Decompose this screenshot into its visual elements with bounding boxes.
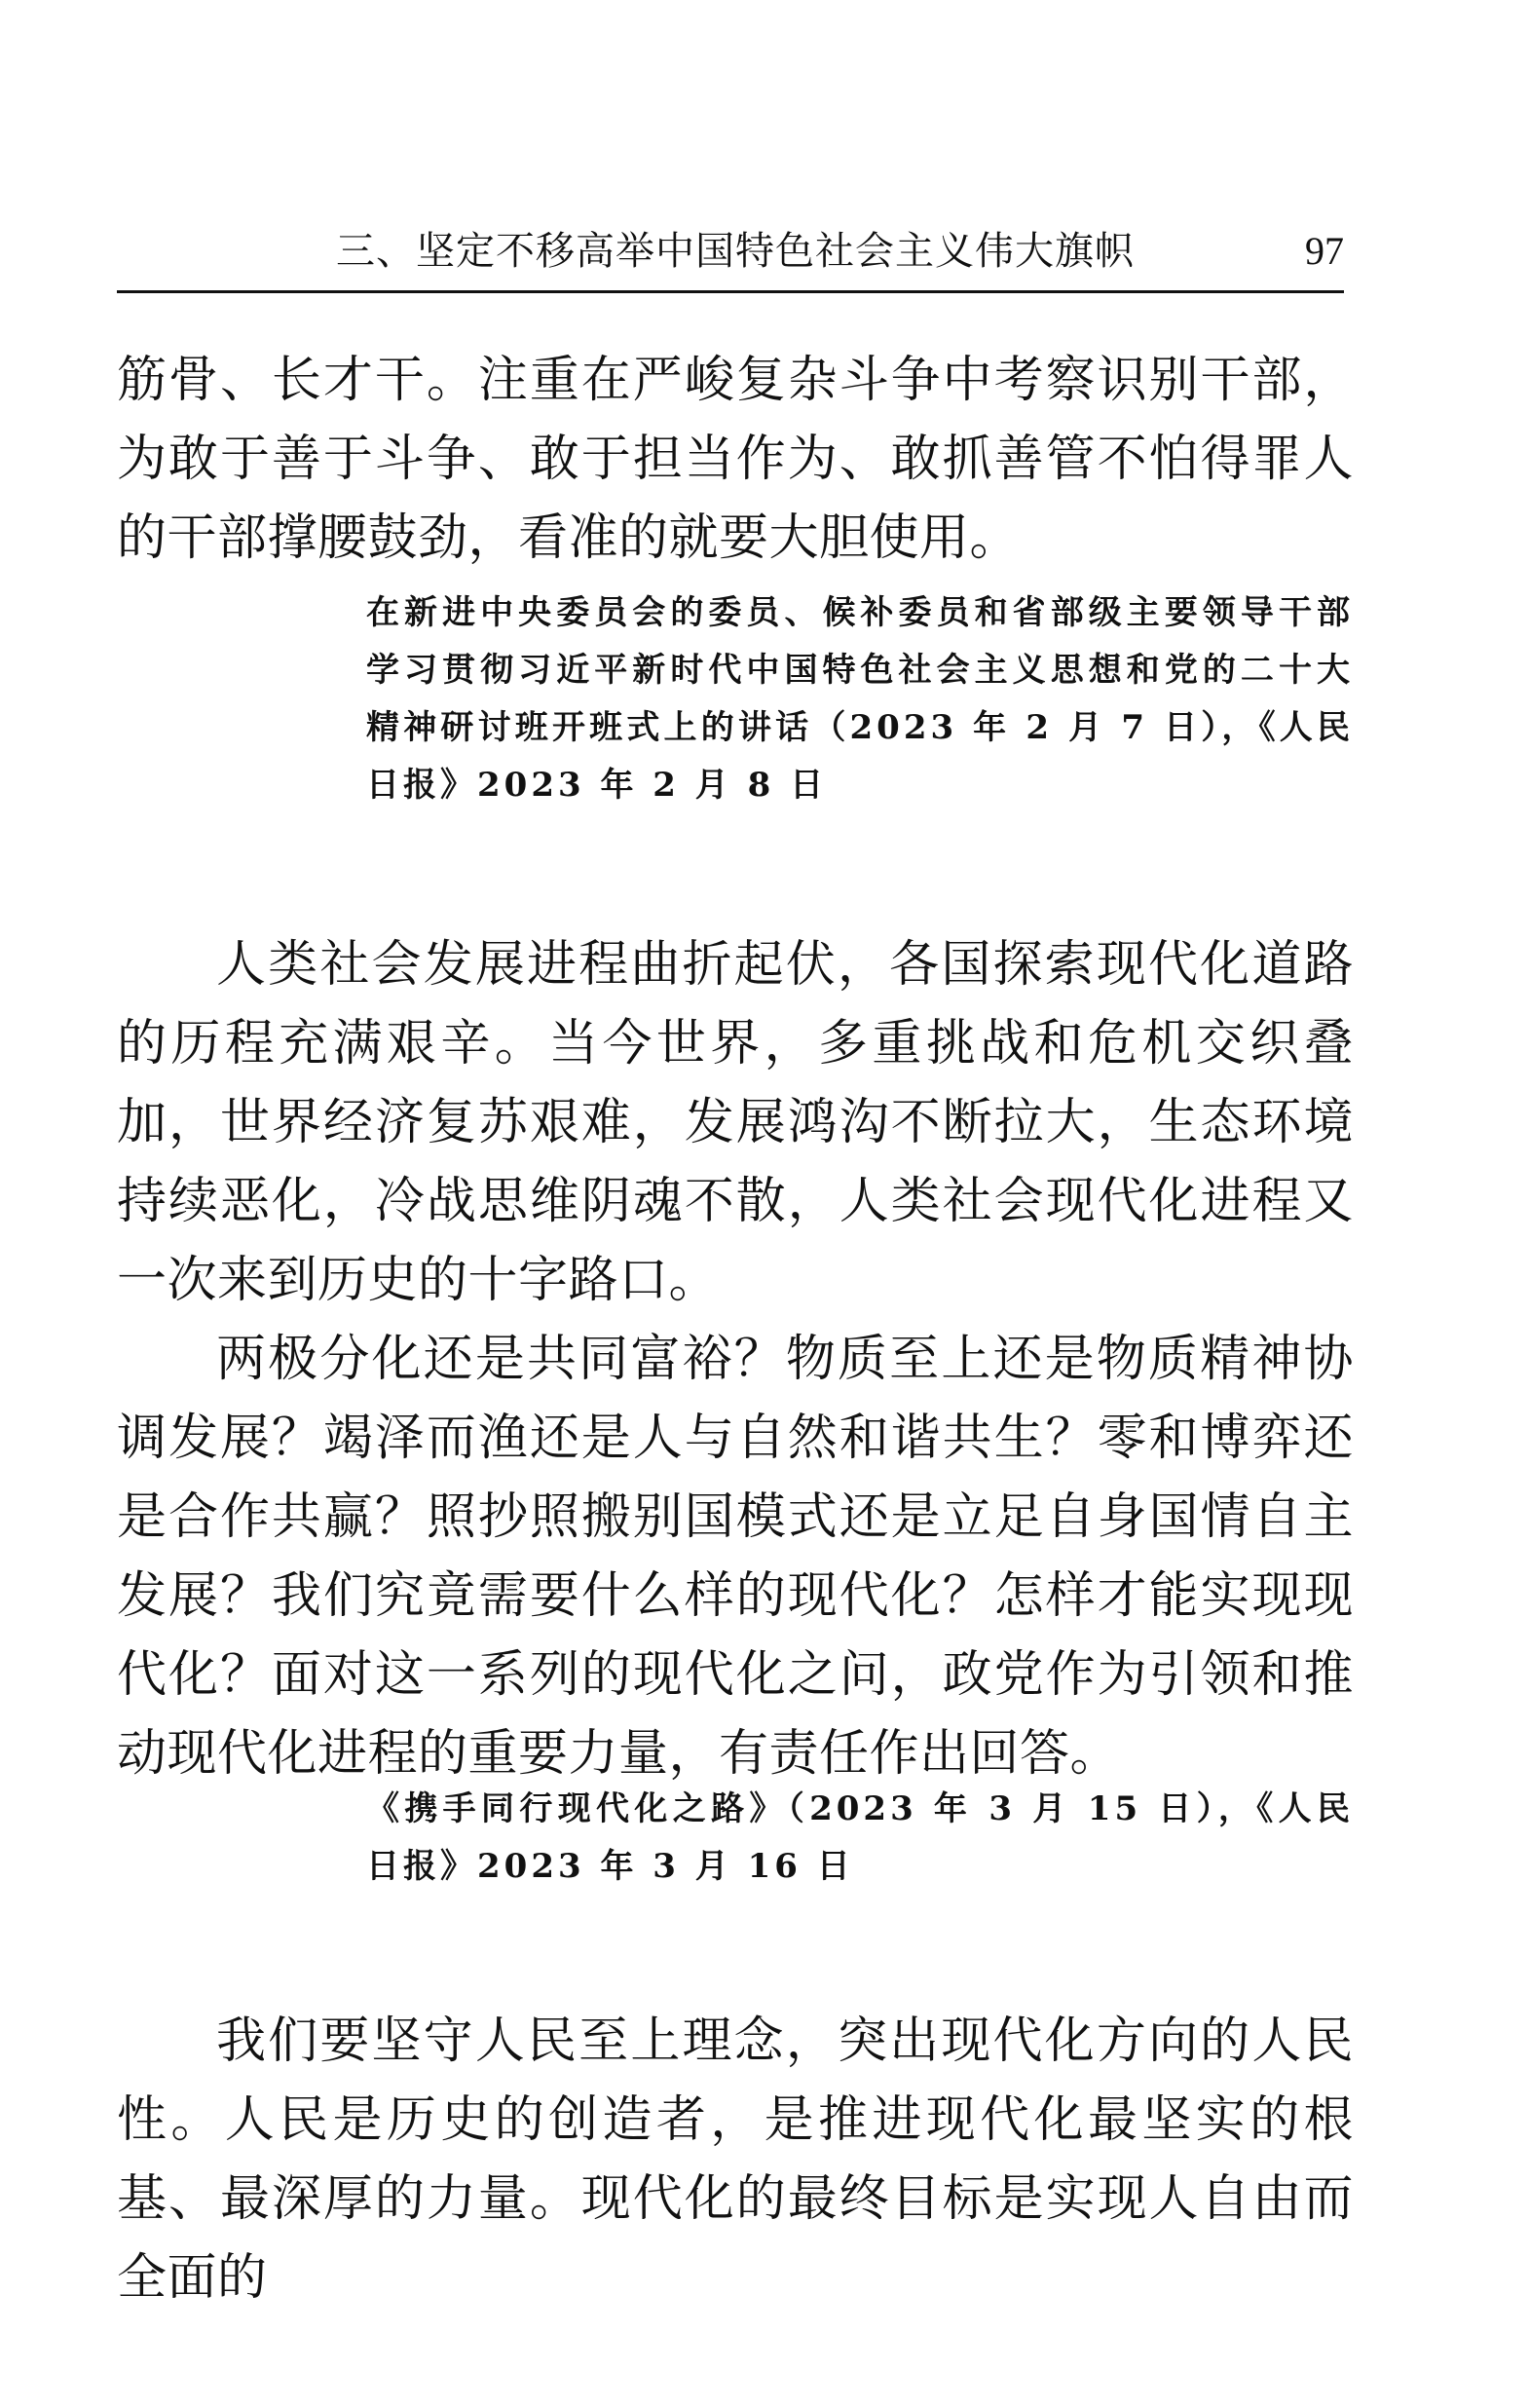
running-header (117, 222, 1344, 293)
body-paragraph-3: 两极分化还是共同富裕？物质至上还是物质精神协调发展？竭泽而渔还是人与自然和谐共生？零和博弈还是合作共赢？照抄照搬别国模式还是立足自身国情自主发展？我们究竟需要什么样的现代化？怎样才能实现现代化？面对这一系列的现代化之问，政党作为引领和推动现代化进程的重要力量，有责任作出回答。 (117, 1331, 1354, 1783)
body-paragraph-1: 筋骨、长才干。注重在严峻复杂斗争中考察识别干部，为敢于善于斗争、敢于担当作为、敢抓善管不怕得罪人的干部撑腰鼓劲，看准的就要大胆使用。 (117, 352, 1354, 567)
running-title: 三、坚定不移高举中国特色社会主义伟大旗帜 (336, 229, 1135, 274)
source-citation-2: 《携手同行现代化之路》（2023 年 3 月 15 日），《人民日报》2023 年 3 月 16 日 (366, 1789, 1354, 1886)
body-paragraph-2: 人类社会发展进程曲折起伏，各国探索现代化道路的历程充满艰辛。当今世界，多重挑战和危机交织叠加，世界经济复苏艰难，发展鸿沟不断拉大，生态环境持续恶化，冷战思维阴魂不散，人类社会现代化进程又一次来到历史的十字路口。 (117, 936, 1354, 1309)
body-paragraph-4: 我们要坚守人民至上理念，突出现代化方向的人民性。人民是历史的创造者，是推进现代化最坚实的根基、最深厚的力量。现代化的最终目标是实现人自由而全面的 (117, 2013, 1354, 2307)
page-number: 97 (1305, 229, 1344, 273)
source-citation-1: 在新进中央委员会的委员、候补委员和省部级主要领导干部学习贯彻习近平新时代中国特色社会主义思想和党的二十大精神研讨班开班式上的讲话（2023 年 2 月 7 日），《人民日报》2023 年 2 月 8 日 (366, 593, 1354, 805)
